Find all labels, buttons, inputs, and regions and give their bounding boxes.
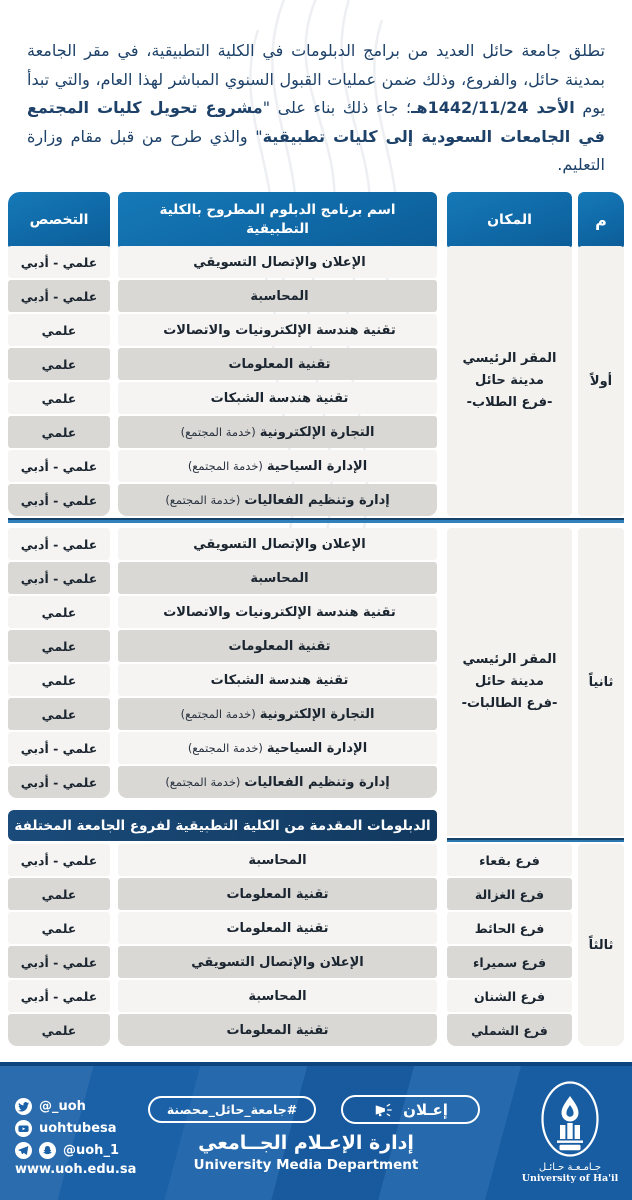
announcement-pill bbox=[341, 1095, 480, 1124]
program-cell bbox=[118, 732, 437, 764]
youtube-handle: uohtubesa bbox=[39, 1120, 117, 1136]
program-name: المحاسبة bbox=[250, 570, 309, 586]
header-cell-program: اسم برنامج الدبلوم المطروح بالكلية التطبيقية bbox=[118, 192, 437, 248]
program-cell bbox=[118, 596, 437, 628]
program-name: الإدارة السياحية bbox=[266, 458, 368, 474]
location-line: -فرع الطالبات- bbox=[461, 696, 558, 711]
location-cell: فرع الحائط bbox=[447, 912, 572, 944]
location-line: المقر الرئيسي bbox=[462, 652, 557, 667]
program-cell bbox=[118, 528, 437, 560]
intro-text: " والذي طرح من قبل مقام وزارة التعليم. bbox=[27, 126, 605, 174]
program-name: الإدارة السياحية bbox=[266, 740, 368, 756]
program-name: المحاسبة bbox=[250, 288, 309, 304]
program-cell: المحاسبة bbox=[118, 844, 437, 876]
website-url: www.uoh.edu.sa bbox=[15, 1162, 137, 1177]
major-cell: علمي bbox=[8, 912, 110, 944]
hashtag-text: #جامعة_حائل_محصنة bbox=[166, 1102, 298, 1117]
location-line: مدينة حائل bbox=[475, 373, 544, 388]
twitter-icon bbox=[15, 1098, 32, 1115]
logo-name-arabic: جـامـعـة حـائـل bbox=[538, 1162, 602, 1173]
major-cell: علمي bbox=[8, 382, 110, 414]
major-cell: علمي - أدبي bbox=[8, 844, 110, 876]
section-divider-line bbox=[8, 518, 624, 523]
branches-section-title: الدبلومات المقدمة من الكلية التطبيقية لفروع الجامعة المختلفة bbox=[8, 810, 437, 841]
program-note: (خدمة المجتمع) bbox=[180, 707, 256, 721]
table-row bbox=[8, 1014, 624, 1046]
program-name: تقنية هندسة الإلكترونيات والاتصالات bbox=[163, 604, 396, 620]
department-title-arabic: إدارة الإعـلام الجــامعي bbox=[198, 1132, 414, 1154]
branches-divider-line bbox=[447, 838, 624, 842]
major-cell: علمي bbox=[8, 416, 110, 448]
program-name: تقنية هندسة الشبكات bbox=[210, 672, 349, 688]
location-line: -فرع الطلاب- bbox=[466, 395, 553, 410]
program-cell: تقنية المعلومات bbox=[118, 878, 437, 910]
program-note: (خدمة المجتمع) bbox=[180, 425, 256, 439]
header-cell-location: المكان bbox=[447, 192, 572, 248]
program-name: تقنية هندسة الإلكترونيات والاتصالات bbox=[163, 322, 396, 338]
program-name: الإعلان والإتصال التسويقي bbox=[193, 536, 366, 552]
major-cell: علمي - أدبي bbox=[8, 980, 110, 1012]
section-number-cell: ثالثاً bbox=[578, 844, 624, 1046]
program-cell bbox=[118, 450, 437, 482]
program-cell bbox=[118, 562, 437, 594]
major-cell: علمي bbox=[8, 596, 110, 628]
header-cell-major: التخصص bbox=[8, 192, 110, 248]
program-cell: الإعلان والإتصال التسويقي bbox=[118, 946, 437, 978]
intro-paragraph bbox=[27, 37, 605, 180]
program-name: تقنية هندسة الشبكات bbox=[210, 390, 349, 406]
program-cell bbox=[118, 698, 437, 730]
program-cell bbox=[118, 314, 437, 346]
announcement-label: إعـلان bbox=[403, 1100, 448, 1119]
major-cell: علمي - أدبي bbox=[8, 946, 110, 978]
section-number-cell: أولاً bbox=[578, 246, 624, 516]
header-cell-number: م bbox=[578, 192, 624, 248]
social-links bbox=[15, 1095, 136, 1177]
footer-band bbox=[0, 1062, 632, 1200]
social-row-twitter bbox=[15, 1095, 136, 1117]
youtube-icon bbox=[15, 1120, 32, 1137]
program-cell bbox=[118, 348, 437, 380]
telegram-snapchat-handle: @uoh_1 bbox=[63, 1142, 119, 1158]
location-cell: فرع الشملي bbox=[447, 1014, 572, 1046]
table-row bbox=[8, 946, 624, 978]
location-cell: فرع بقعاء bbox=[447, 844, 572, 876]
location-merged-cell bbox=[447, 246, 572, 516]
hashtag-pill bbox=[148, 1096, 316, 1123]
program-cell bbox=[118, 630, 437, 662]
program-name: التجارة الإلكترونية bbox=[259, 424, 375, 440]
major-cell: علمي - أدبي bbox=[8, 766, 110, 798]
major-cell: علمي - أدبي bbox=[8, 732, 110, 764]
twitter-handle: @_uoh bbox=[39, 1098, 86, 1114]
program-note: (خدمة المجتمع) bbox=[187, 741, 263, 755]
program-cell bbox=[118, 382, 437, 414]
major-cell: علمي bbox=[8, 664, 110, 696]
program-name: التجارة الإلكترونية bbox=[259, 706, 375, 722]
major-cell: علمي - أدبي bbox=[8, 246, 110, 278]
program-note: (خدمة المجتمع) bbox=[187, 459, 263, 473]
program-name: إدارة وتنظيم الفعاليات bbox=[244, 492, 390, 508]
intro-bold-project: مشروع تحويل كليات المجتمع في الجامعات السعودية إلى كليات تطبيقية bbox=[27, 98, 606, 146]
snapchat-icon bbox=[39, 1142, 56, 1159]
location-line: المقر الرئيسي bbox=[462, 351, 557, 366]
social-row-youtube bbox=[15, 1117, 136, 1139]
location-merged-cell bbox=[447, 528, 572, 836]
telegram-icon bbox=[15, 1142, 32, 1159]
table-row bbox=[8, 980, 624, 1012]
major-cell: علمي bbox=[8, 878, 110, 910]
university-emblem-icon bbox=[540, 1081, 600, 1157]
program-name: تقنية المعلومات bbox=[228, 356, 331, 372]
program-note: (خدمة المجتمع) bbox=[165, 493, 241, 507]
program-cell bbox=[118, 246, 437, 278]
table-row bbox=[8, 878, 624, 910]
program-cell: تقنية المعلومات bbox=[118, 912, 437, 944]
table-section-1 bbox=[8, 246, 624, 516]
program-cell bbox=[118, 280, 437, 312]
department-title bbox=[150, 1132, 462, 1173]
program-cell bbox=[118, 664, 437, 696]
intro-text: تطلق جامعة حائل العديد من برامج الدبلومات في الكلية التطبيقية، في مقر الجامعة بمدينة حائل، والفروع، وذلك ضمن عمليات القبول السنوي المباشر لهذا العام، والتي تبدأ يوم bbox=[27, 41, 606, 117]
location-cell: فرع سميراء bbox=[447, 946, 572, 978]
program-cell bbox=[118, 416, 437, 448]
table-section-3 bbox=[8, 844, 624, 1046]
table-row bbox=[8, 912, 624, 944]
program-cell: المحاسبة bbox=[118, 980, 437, 1012]
location-line: مدينة حائل bbox=[475, 674, 544, 689]
location-cell: فرع الغزالة bbox=[447, 878, 572, 910]
major-cell: علمي - أدبي bbox=[8, 280, 110, 312]
program-note: (خدمة المجتمع) bbox=[165, 775, 241, 789]
location-cell: فرع الشنان bbox=[447, 980, 572, 1012]
intro-bold-date: الأحد 1442/11/24هـ bbox=[411, 98, 575, 117]
program-cell: تقنية المعلومات bbox=[118, 1014, 437, 1046]
major-cell: علمي - أدبي bbox=[8, 484, 110, 516]
major-cell: علمي bbox=[8, 698, 110, 730]
program-cell bbox=[118, 766, 437, 798]
department-title-english: University Media Department bbox=[193, 1157, 419, 1173]
major-cell: علمي bbox=[8, 630, 110, 662]
intro-text: ؛ جاء ذلك بناء على " bbox=[262, 98, 412, 117]
social-row-telegram-snapchat bbox=[15, 1139, 136, 1161]
major-cell: علمي - أدبي bbox=[8, 450, 110, 482]
major-cell: علمي - أدبي bbox=[8, 562, 110, 594]
program-name: الإعلان والإتصال التسويقي bbox=[193, 254, 366, 270]
table-row bbox=[8, 844, 624, 876]
major-cell: علمي bbox=[8, 348, 110, 380]
university-logo bbox=[520, 1081, 620, 1184]
table-section-2 bbox=[8, 528, 624, 836]
megaphone-icon bbox=[373, 1102, 395, 1118]
logo-name-english: University of Ha'il bbox=[521, 1173, 619, 1184]
section-number-cell: ثانياً bbox=[578, 528, 624, 836]
major-cell: علمي bbox=[8, 1014, 110, 1046]
major-cell: علمي bbox=[8, 314, 110, 346]
major-cell: علمي - أدبي bbox=[8, 528, 110, 560]
program-name: تقنية المعلومات bbox=[228, 638, 331, 654]
program-cell bbox=[118, 484, 437, 516]
program-name: إدارة وتنظيم الفعاليات bbox=[244, 774, 390, 790]
